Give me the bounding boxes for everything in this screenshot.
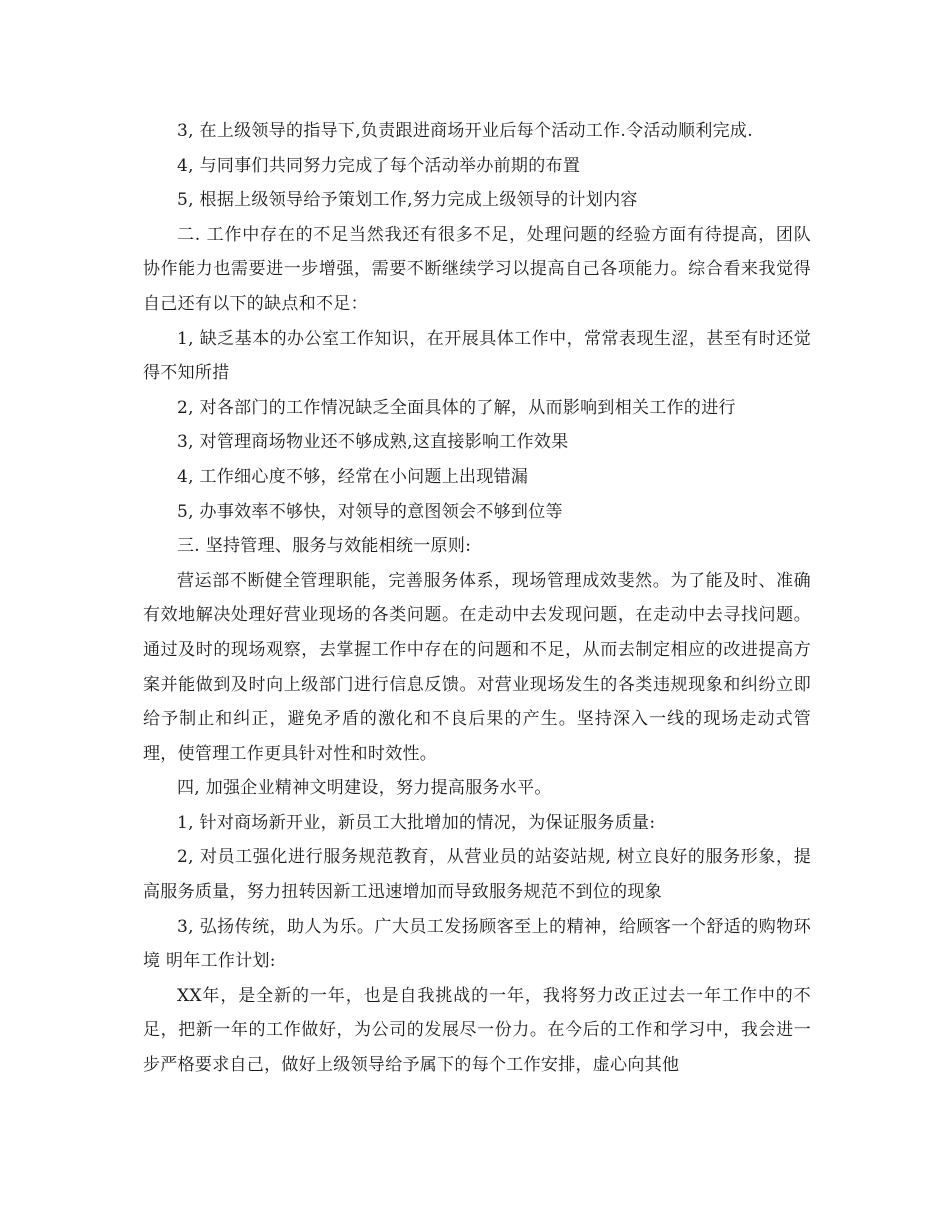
section-three-paragraph: 营运部不断健全管理职能，完善服务体系，现场管理成效斐然。为了能及时、准确有效地解决处理好营业现场的各类问题。在走动中去发现问题，在走动中去寻找问题。通过及时的现场观察，去掌握工作中存在的问题和不足，从而去制定相应的改进提高方案并能做到及时向上级部门进行信息反馈。对营业现场发生的各类违规现象和纠纷立即给予制止和纠正，避免矛盾的激化和不良后果的产生。坚持深入一线的现场走动式管理，使管理工作更具针对性和时效性。 (143, 570, 811, 764)
section-two-paragraph: 二. 工作中存在的不足当然我还有很多不足，处理问题的经验方面有待提高，团队协作能力也需要进一步增强，需要不断继续学习以提高自己各项能力。综合看来我觉得自己还有以下的缺点和不足： (143, 224, 811, 314)
paragraph-item-4: 4, 与同事们共同努力完成了每个活动举办前期的布置 (177, 155, 581, 176)
shortcoming-item-3: 3, 对管理商场物业还不够成熟,这直接影响工作效果 (177, 432, 569, 453)
service-item-2: 2, 对员工强化进行服务规范教育，从营业员的站姿站规, 树立良好的服务形象，提高服务质量，努力扭转因新工迅速增加而导致服务规范不到位的现象 (143, 847, 811, 903)
shortcoming-item-5: 5, 办事效率不够快，对领导的意图领会不够到位等 (177, 501, 563, 522)
service-item-3: 3, 弘扬传统，助人为乐。广大员工发扬顾客至上的精神，给顾客一个舒适的购物环境 明年工作计划: (143, 916, 811, 972)
next-year-plan-paragraph: XX年，是全新的一年，也是自我挑战的一年，我将努力改正过去一年工作中的不足，把新一年的工作做好，为公司的发展尽一份力。在今后的工作和学习中，我会进一步严格要求自己，做好上级领导给予属下的每个工作安排，虚心向其他 (143, 985, 811, 1076)
document-body (143, 114, 811, 1083)
paragraph-item-3: 3, 在上级领导的指导下,负责跟进商场开业后每个活动工作.令活动顺利完成. (177, 121, 753, 141)
section-four-heading: 四, 加强企业精神文明建设，努力提高服务水平。 (177, 778, 552, 799)
paragraph-item-5: 5, 根据上级领导给予策划工作,努力完成上级领导的计划内容 (177, 190, 638, 211)
shortcoming-item-2: 2, 对各部门的工作情况缺乏全面具体的了解，从而影响到相关工作的进行 (177, 397, 736, 418)
shortcoming-item-4: 4, 工作细心度不够，经常在小问题上出现错漏 (177, 466, 529, 487)
shortcoming-item-1: 1, 缺乏基本的办公室工作知识，在开展具体工作中，常常表现生涩，甚至有时还觉得不知所措 (143, 328, 811, 384)
service-item-1: 1, 针对商场新开业，新员工大批增加的情况，为保证服务质量: (177, 812, 656, 833)
section-three-heading: 三. 坚持管理、服务与效能相统一原则: (177, 536, 472, 557)
